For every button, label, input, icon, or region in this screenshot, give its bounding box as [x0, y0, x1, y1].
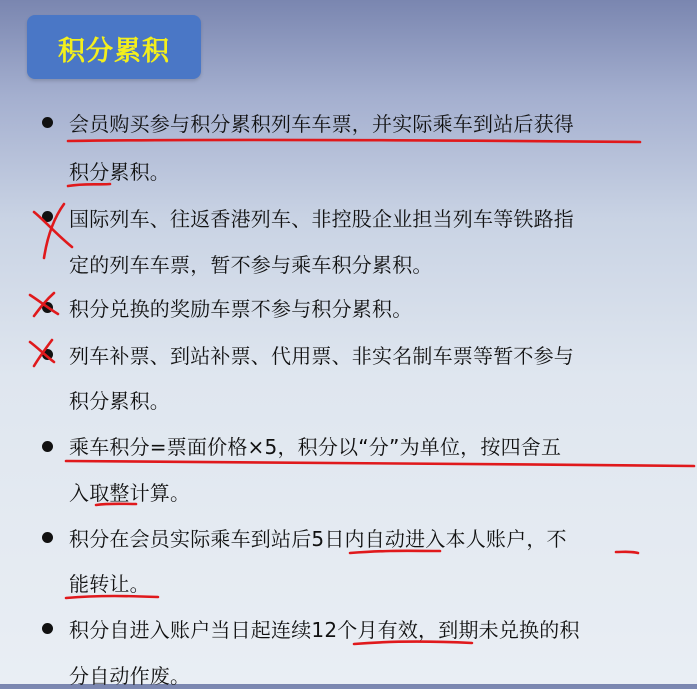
- bullet-dot: [42, 211, 53, 222]
- bullet-dot: [42, 623, 53, 634]
- bullet-text-line: 分自动作废。: [69, 664, 191, 688]
- bullet-dot: [42, 349, 53, 360]
- bullet-text-line: 入取整计算。: [69, 481, 191, 505]
- bullet-text-line: 定的列车车票，暂不参与乘车积分累积。: [69, 253, 433, 277]
- page-title: 积分累积: [58, 36, 170, 67]
- bullet-text-line: 积分累积。: [69, 160, 170, 184]
- bullet-text-line: 能转让。: [69, 572, 150, 596]
- bullet-text-line: 积分累积。: [69, 389, 170, 413]
- bullet-text-line: 国际列车、往返香港列车、非控股企业担当列车等铁路指: [69, 207, 574, 231]
- bullet-text-line: 积分自进入账户当日起连续12个月有效，到期未兑换的积: [69, 618, 580, 642]
- bullet-dot: [42, 117, 53, 128]
- bullet-dot: [42, 441, 53, 452]
- bullet-text-line: 列车补票、到站补票、代用票、非实名制车票等暂不参与: [69, 344, 574, 368]
- bullet-text-line: 积分兑换的奖励车票不参与积分累积。: [69, 297, 413, 321]
- bullet-text-line: 乘车积分=票面价格×5，积分以“分”为单位，按四舍五: [69, 435, 562, 459]
- bullet-dot: [42, 532, 53, 543]
- bullet-text-line: 积分在会员实际乘车到站后5日内自动进入本人账户，不: [69, 527, 567, 551]
- bullet-text-line: 会员购买参与积分累积列车车票，并实际乘车到站后获得: [69, 112, 574, 136]
- bullet-dot: [42, 302, 53, 313]
